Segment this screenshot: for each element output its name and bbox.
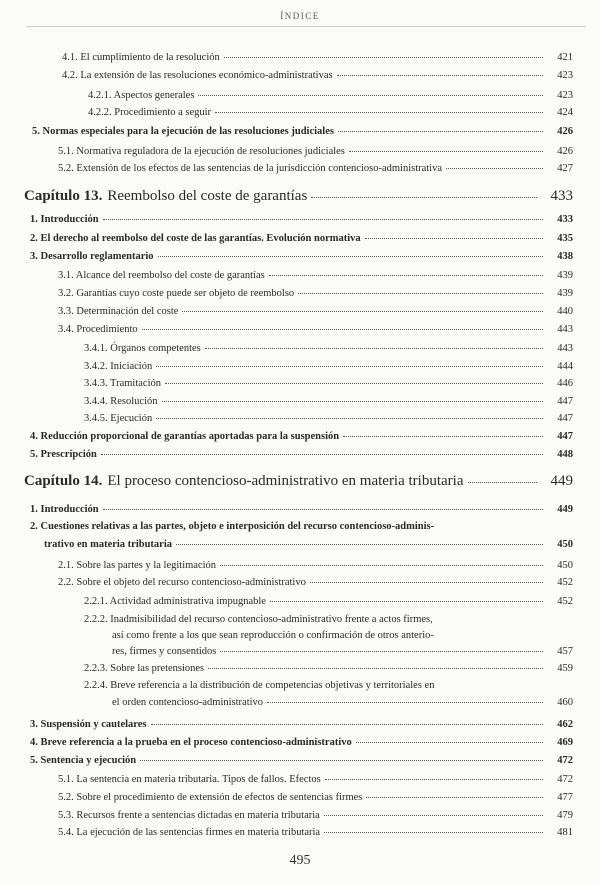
dot-leader xyxy=(142,329,543,330)
toc-entry-title: 4.1. El cumplimiento de la resolución xyxy=(62,52,220,63)
toc-page-number: 447 xyxy=(557,396,573,407)
dot-leader xyxy=(151,724,544,725)
toc-page-number: 472 xyxy=(557,774,573,785)
toc-page-number: 424 xyxy=(557,107,573,118)
dot-leader xyxy=(158,256,543,257)
toc-entry-title: 4.2.2. Procedimiento a seguir xyxy=(88,107,212,118)
toc-entry xyxy=(84,378,573,389)
dot-leader xyxy=(270,601,543,602)
toc-entry-title: 5. Prescripción xyxy=(30,449,97,460)
toc-entry-title: 5.4. La ejecución de las sentencias firmes en materia tributaria xyxy=(58,827,321,838)
dot-leader xyxy=(338,131,543,132)
chapter-label: Capítulo 14. xyxy=(24,473,103,489)
toc-entry-title: trativo en materia tributaria xyxy=(44,539,173,550)
toc-page-number: 479 xyxy=(557,810,573,821)
toc-entry xyxy=(84,396,573,407)
toc-entry xyxy=(112,646,573,657)
toc-entry xyxy=(58,810,573,821)
toc-entry-title: 3.4.1. Órganos competentes xyxy=(84,343,201,354)
dot-leader xyxy=(365,238,543,239)
toc-page-number: 447 xyxy=(557,413,573,424)
toc-section-entry xyxy=(30,431,573,442)
toc-entry-title: 2.2.3. Sobre las pretensiones xyxy=(84,663,205,674)
toc-entry-title: 3.4.5. Ejecución xyxy=(84,413,153,424)
dot-leader xyxy=(205,348,543,349)
toc-entry-title: 4.2.1. Aspectos generales xyxy=(88,90,195,101)
dot-leader xyxy=(267,702,543,703)
toc-entry-continuation: 2. Cuestiones relativas a las partes, objeto e interposición del recurso contencioso-adminis- xyxy=(30,521,435,532)
dot-leader xyxy=(215,112,543,113)
toc-entry-title: 3.4.2. Iniciación xyxy=(84,361,153,372)
toc-entry-title: 3.2. Garantías cuyo coste puede ser objeto de reembolso xyxy=(58,288,295,299)
toc-entry-title: 5.1. La sentencia en materia tributaria. Tipos de fallos. Efectos xyxy=(58,774,321,785)
dot-leader xyxy=(366,797,543,798)
toc-entry-title: 5.3. Recursos frente a sentencias dictadas en materia tributaria xyxy=(58,810,320,821)
chapter-label: Capítulo 13. xyxy=(24,188,103,204)
toc-entry-title: 3.4.3. Tramitación xyxy=(84,378,162,389)
toc-entry xyxy=(84,413,573,424)
toc-entry-title: 2.2. Sobre el objeto del recurso contencioso-administrativo xyxy=(58,577,306,588)
toc-page-number: 457 xyxy=(557,646,573,657)
toc-entry xyxy=(58,288,573,299)
toc-entry xyxy=(88,90,573,101)
toc-page-number: 452 xyxy=(557,577,573,588)
toc-entry xyxy=(58,324,573,335)
toc-entry xyxy=(84,663,573,674)
toc-page-number: 426 xyxy=(557,146,573,157)
toc-page-number: 439 xyxy=(557,288,573,299)
toc-page-number: 433 xyxy=(550,188,573,204)
dot-leader xyxy=(446,168,543,169)
toc-entry-title: 5.1. Normativa reguladora de la ejecución de resoluciones judiciales xyxy=(58,146,345,157)
dot-leader xyxy=(103,509,543,510)
toc-page-number: 439 xyxy=(557,270,573,281)
toc-section-entry xyxy=(30,719,573,730)
toc-entry-title: res, firmes y consentidos xyxy=(112,646,217,657)
toc-entry xyxy=(112,697,573,708)
toc-entry xyxy=(58,306,573,317)
toc-page-number: 450 xyxy=(557,539,573,550)
dot-leader xyxy=(165,383,543,384)
toc-entry xyxy=(58,774,573,785)
toc-entry-title: 3. Desarrollo reglamentario xyxy=(30,251,154,262)
toc-page-number: 446 xyxy=(557,378,573,389)
toc-entry-title: Reembolso del coste de garantías xyxy=(107,188,308,204)
toc-page-number: 472 xyxy=(557,755,573,766)
dot-leader xyxy=(103,219,543,220)
toc-entry-title: 4. Reducción proporcional de garantías aportadas para la suspensión xyxy=(30,431,340,442)
toc-page-number: 443 xyxy=(557,324,573,335)
dot-leader xyxy=(208,668,543,669)
toc-entry-continuation: así como frente a los que sean reproducción o confirmación de otros anterio- xyxy=(112,630,434,641)
dot-leader xyxy=(176,544,543,545)
toc-section-entry xyxy=(30,449,573,460)
toc-entry-title: 5.2. Extensión de los efectos de las sentencias de la jurisdicción contencioso-administrativa xyxy=(58,163,443,174)
toc-entry-title: 5.2. Sobre el procedimiento de extensión de efectos de sentencias firmes xyxy=(58,792,363,803)
toc-page-number: 444 xyxy=(557,361,573,372)
toc-entry xyxy=(62,52,573,63)
toc-page-number: 435 xyxy=(557,233,573,244)
dot-leader xyxy=(162,401,544,402)
toc-page-number: 433 xyxy=(557,214,573,225)
toc-page-number: 449 xyxy=(557,504,573,515)
toc-entry-title: el orden contencioso-administrativo xyxy=(112,697,264,708)
dot-leader xyxy=(324,815,543,816)
dot-leader xyxy=(343,436,543,437)
toc-entry-title: 1. Introducción xyxy=(30,214,99,225)
toc-entry xyxy=(58,163,573,174)
toc-entry-title: 5. Normas especiales para la ejecución de las resoluciones judiciales xyxy=(32,126,334,137)
toc-page-number: 423 xyxy=(557,70,573,81)
dot-leader xyxy=(325,779,543,780)
toc-entry xyxy=(84,343,573,354)
dot-leader xyxy=(182,311,543,312)
dot-leader xyxy=(298,293,543,294)
dot-leader xyxy=(224,57,543,58)
dot-leader xyxy=(324,832,543,833)
dot-leader xyxy=(156,366,543,367)
toc-page-number: 450 xyxy=(557,560,573,571)
dot-leader xyxy=(220,565,543,566)
toc-page-number: 460 xyxy=(557,697,573,708)
toc-page-number: 469 xyxy=(557,737,573,748)
toc-page-number: 477 xyxy=(557,792,573,803)
dot-leader xyxy=(310,582,543,583)
toc-page-number: 448 xyxy=(557,449,573,460)
toc-page-number: 452 xyxy=(557,596,573,607)
toc-section-entry xyxy=(30,737,573,748)
dot-leader xyxy=(220,651,543,652)
toc-entry xyxy=(62,70,573,81)
toc-page-number: 423 xyxy=(557,90,573,101)
dot-leader xyxy=(156,418,543,419)
toc-section-entry xyxy=(32,126,573,137)
toc-entry xyxy=(88,107,573,118)
toc-section-entry xyxy=(30,504,573,515)
toc-entry-title: 3.3. Determinación del coste xyxy=(58,306,179,317)
toc-entry xyxy=(58,827,573,838)
dot-leader xyxy=(468,482,538,483)
toc-section-entry xyxy=(30,214,573,225)
toc-page-number: 427 xyxy=(557,163,573,174)
toc-section-entry xyxy=(30,251,573,262)
toc-page-number: 421 xyxy=(557,52,573,63)
toc-section-entry xyxy=(30,755,573,766)
toc-entry-title: 4. Breve referencia a la prueba en el proceso contencioso-administrativo xyxy=(30,737,352,748)
toc-entry-title: 2.2.1. Actividad administrativa impugnable xyxy=(84,596,266,607)
toc-page-number: 440 xyxy=(557,306,573,317)
dot-leader xyxy=(140,760,543,761)
toc-entry xyxy=(58,792,573,803)
toc-entry xyxy=(58,560,573,571)
toc-entry xyxy=(84,596,573,607)
toc-page-number: 426 xyxy=(557,126,573,137)
toc-entry-title: El proceso contencioso-administrativo en materia tributaria xyxy=(107,473,464,489)
toc-entry-title: 3.4.4. Resolución xyxy=(84,396,158,407)
dot-leader xyxy=(311,197,537,198)
toc-page-number: 449 xyxy=(550,473,573,489)
toc-entry-title: 3.1. Alcance del reembolso del coste de garantías xyxy=(58,270,265,281)
toc-entry-title: 3. Suspensión y cautelares xyxy=(30,719,147,730)
toc-page-number: 447 xyxy=(557,431,573,442)
toc-section-entry xyxy=(30,233,573,244)
dot-leader xyxy=(337,75,543,76)
toc-page-number: 443 xyxy=(557,343,573,354)
dot-leader xyxy=(101,454,543,455)
toc-entry xyxy=(58,270,573,281)
toc-entry xyxy=(58,146,573,157)
toc-entry-title: 2. El derecho al reembolso del coste de las garantías. Evolución normativa xyxy=(30,233,361,244)
toc-entry-title: 1. Introducción xyxy=(30,504,99,515)
dot-leader xyxy=(269,275,543,276)
toc-entry-continuation: 2.2.4. Breve referencia a la distribución de competencias objetivas y territoriales en xyxy=(84,680,435,691)
toc-page-number: 459 xyxy=(557,663,573,674)
toc-entry-title: 3.4. Procedimiento xyxy=(58,324,138,335)
toc-entry xyxy=(58,577,573,588)
chapter-heading xyxy=(24,473,573,490)
page-number: 495 xyxy=(289,853,311,868)
toc-entry-title: 5. Sentencia y ejecución xyxy=(30,755,137,766)
toc-entry-title: 4.2. La extensión de las resoluciones económico-administrativas xyxy=(62,70,333,81)
toc-entry xyxy=(84,361,573,372)
running-header: ÍNDICE xyxy=(280,11,320,21)
dot-leader xyxy=(198,95,543,96)
toc-page-number: 481 xyxy=(557,827,573,838)
toc-entry-title: 2.1. Sobre las partes y la legitimación xyxy=(58,560,217,571)
toc-section-entry xyxy=(44,539,573,550)
chapter-heading xyxy=(24,188,573,205)
dot-leader xyxy=(349,151,543,152)
toc-entry-continuation: 2.2.2. Inadmisibilidad del recurso contencioso-administrativo frente a actos firmes, xyxy=(84,614,433,625)
toc-page-number: 438 xyxy=(557,251,573,262)
toc-page-number: 462 xyxy=(557,719,573,730)
dot-leader xyxy=(356,742,543,743)
